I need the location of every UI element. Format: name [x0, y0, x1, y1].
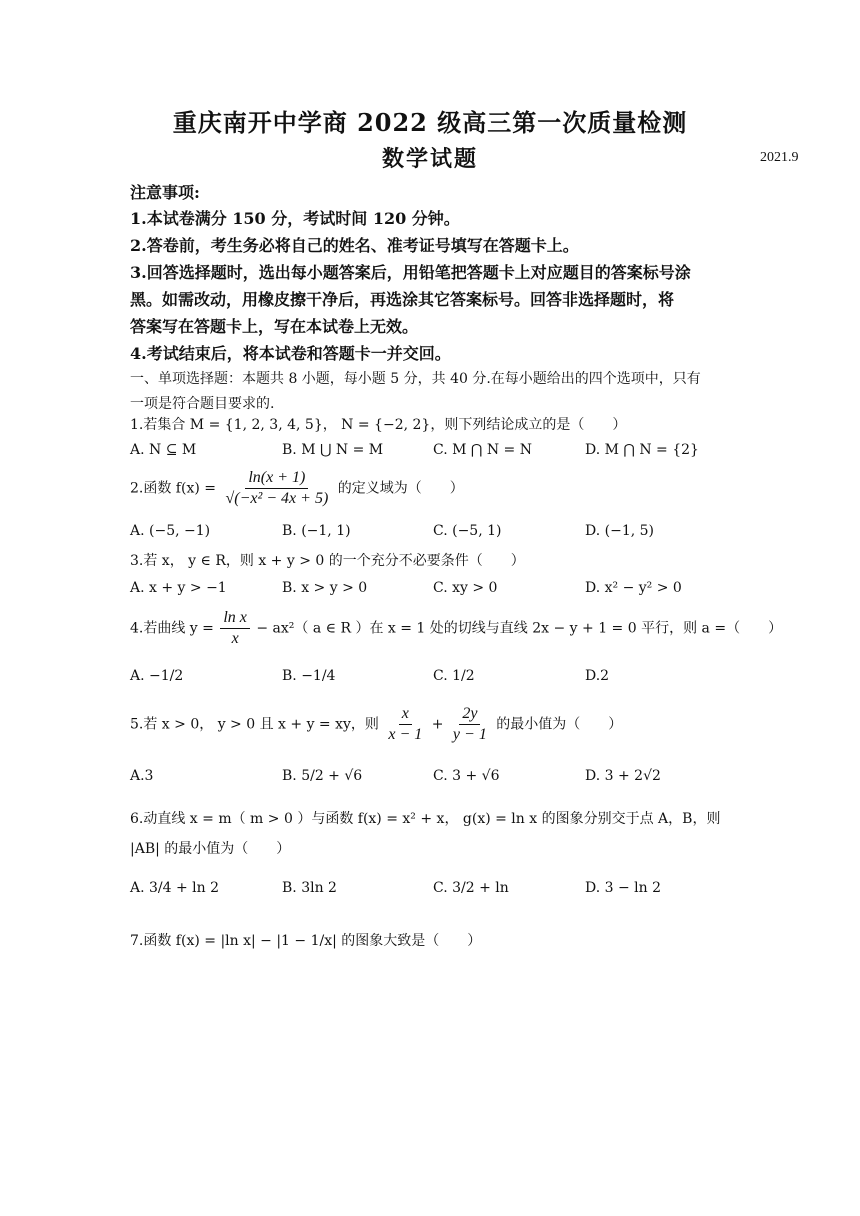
question-5-option-b: B. 5/2 + √6	[282, 768, 363, 784]
notice-item-3: 3.回答选择题时，选出每小题答案后，用铅笔把答题卡上对应题目的答案标号涂	[130, 263, 691, 282]
question-3-stem: 3.若 x， y ∈ R，则 x + y > 0 的一个充分不必要条件（ ）	[130, 553, 525, 569]
question-1-option-a: A. N ⊆ M	[130, 442, 197, 458]
question-1-option-c: C. M ⋂ N = N	[433, 442, 532, 458]
question-5-stem	[130, 704, 622, 745]
question-4-option-b: B. −1/4	[282, 668, 336, 684]
notice-item-3-cont: 黑。如需改动，用橡皮擦干净后，再选涂其它答案标号。回答非选择题时，将	[130, 290, 675, 309]
question-2-stem	[130, 468, 464, 509]
notice-item-4: 4.考试结束后，将本试卷和答题卡一并交回。	[130, 344, 451, 363]
question-4-suffix: − ax²（ a ∈ R ）在 x = 1 处的切线与直线 2x − y + 1 = 0 平行，则 a =（ ）	[256, 620, 783, 637]
question-3-option-d: D. x² − y² > 0	[585, 580, 682, 596]
question-6-option-b: B. 3ln 2	[282, 880, 337, 896]
question-2-numerator: ln(x + 1)	[245, 468, 308, 489]
question-5-option-d: D. 3 + 2√2	[585, 768, 661, 784]
question-4-stem	[130, 608, 782, 649]
question-4-fraction	[220, 608, 250, 649]
question-5-option-c: C. 3 + √6	[433, 768, 500, 784]
question-4-numerator: ln x	[220, 608, 250, 629]
question-6-option-c: C. 3/2 + ln	[433, 880, 509, 896]
question-6-option-a: A. 3/4 + ln 2	[130, 880, 220, 896]
question-1-option-b: B. M ⋃ N = M	[282, 442, 384, 458]
question-6-stem-2: |AB| 的最小值为（ ）	[130, 841, 291, 857]
question-2-prefix: 2.函数 f(x) =	[130, 480, 216, 497]
section-instructions-2: 一项是符合题目要求的.	[130, 396, 275, 412]
question-3-option-a: A. x + y > −1	[130, 580, 227, 596]
question-4-denominator: x	[231, 630, 239, 647]
question-2-option-c: C. (−5, 1)	[433, 523, 502, 539]
exam-title: 重庆南开中学商 2022 级高三第一次质量检测	[172, 108, 688, 137]
exam-date: 2021.9	[760, 150, 799, 165]
question-7-stem: 7.函数 f(x) = |ln x| − |1 − 1/x| 的图象大致是（ ）	[130, 933, 482, 949]
notice-item-3-cont2: 答案写在答题卡上，写在本试卷上无效。	[130, 317, 419, 336]
question-5-numerator-2: 2y	[459, 704, 480, 725]
question-2-suffix: 的定义域为（ ）	[337, 480, 464, 497]
question-4-prefix: 4.若曲线 y =	[130, 620, 214, 637]
question-6-stem-1: 6.动直线 x = m（ m > 0 ）与函数 f(x) = x² + x， g(x) = ln x 的图象分别交于点 A，B，则	[130, 811, 721, 827]
question-2-fraction	[222, 468, 331, 509]
question-2-option-b: B. (−1, 1)	[282, 523, 351, 539]
notice-item-1: 1.本试卷满分 150 分，考试时间 120 分钟。	[130, 209, 460, 228]
question-5-denominator-2: y − 1	[452, 726, 487, 743]
question-1-stem: 1.若集合 M = {1, 2, 3, 4, 5}， N = {−2, 2}，则下列结论成立的是（ ）	[130, 417, 627, 433]
question-4-option-a: A. −1/2	[130, 668, 184, 684]
question-1-option-d: D. M ⋂ N = {2}	[585, 442, 699, 458]
question-5-prefix: 5.若 x > 0， y > 0 且 x + y = xy，则	[130, 716, 379, 733]
section-instructions-1: 一、单项选择题：本题共 8 小题，每小题 5 分，共 40 分.在每小题给出的四个选项中，只有	[130, 371, 701, 387]
question-4-option-c: C. 1/2	[433, 668, 475, 684]
question-5-option-a: A.3	[130, 768, 154, 784]
question-5-numerator-1: x	[399, 704, 412, 725]
question-5-plus: +	[431, 716, 444, 733]
question-5-denominator-1: x − 1	[388, 726, 423, 743]
notice-item-2: 2.答卷前，考生务必将自己的姓名、准考证号填写在答题卡上。	[130, 236, 579, 255]
question-5-suffix: 的最小值为（ ）	[496, 716, 623, 733]
question-4-option-d: D.2	[585, 668, 610, 684]
notice-heading: 注意事项:	[130, 183, 200, 202]
exam-subtitle: 数学试题	[381, 146, 478, 172]
question-5-fraction-2	[450, 704, 490, 745]
question-2-option-d: D. (−1, 5)	[585, 523, 654, 539]
question-5-fraction-1	[385, 704, 425, 745]
question-3-option-c: C. xy > 0	[433, 580, 498, 596]
question-2-option-a: A. (−5, −1)	[130, 523, 211, 539]
question-6-option-d: D. 3 − ln 2	[585, 880, 662, 896]
question-3-option-b: B. x > y > 0	[282, 580, 368, 596]
question-2-denominator: √(−x² − 4x + 5)	[225, 490, 329, 507]
